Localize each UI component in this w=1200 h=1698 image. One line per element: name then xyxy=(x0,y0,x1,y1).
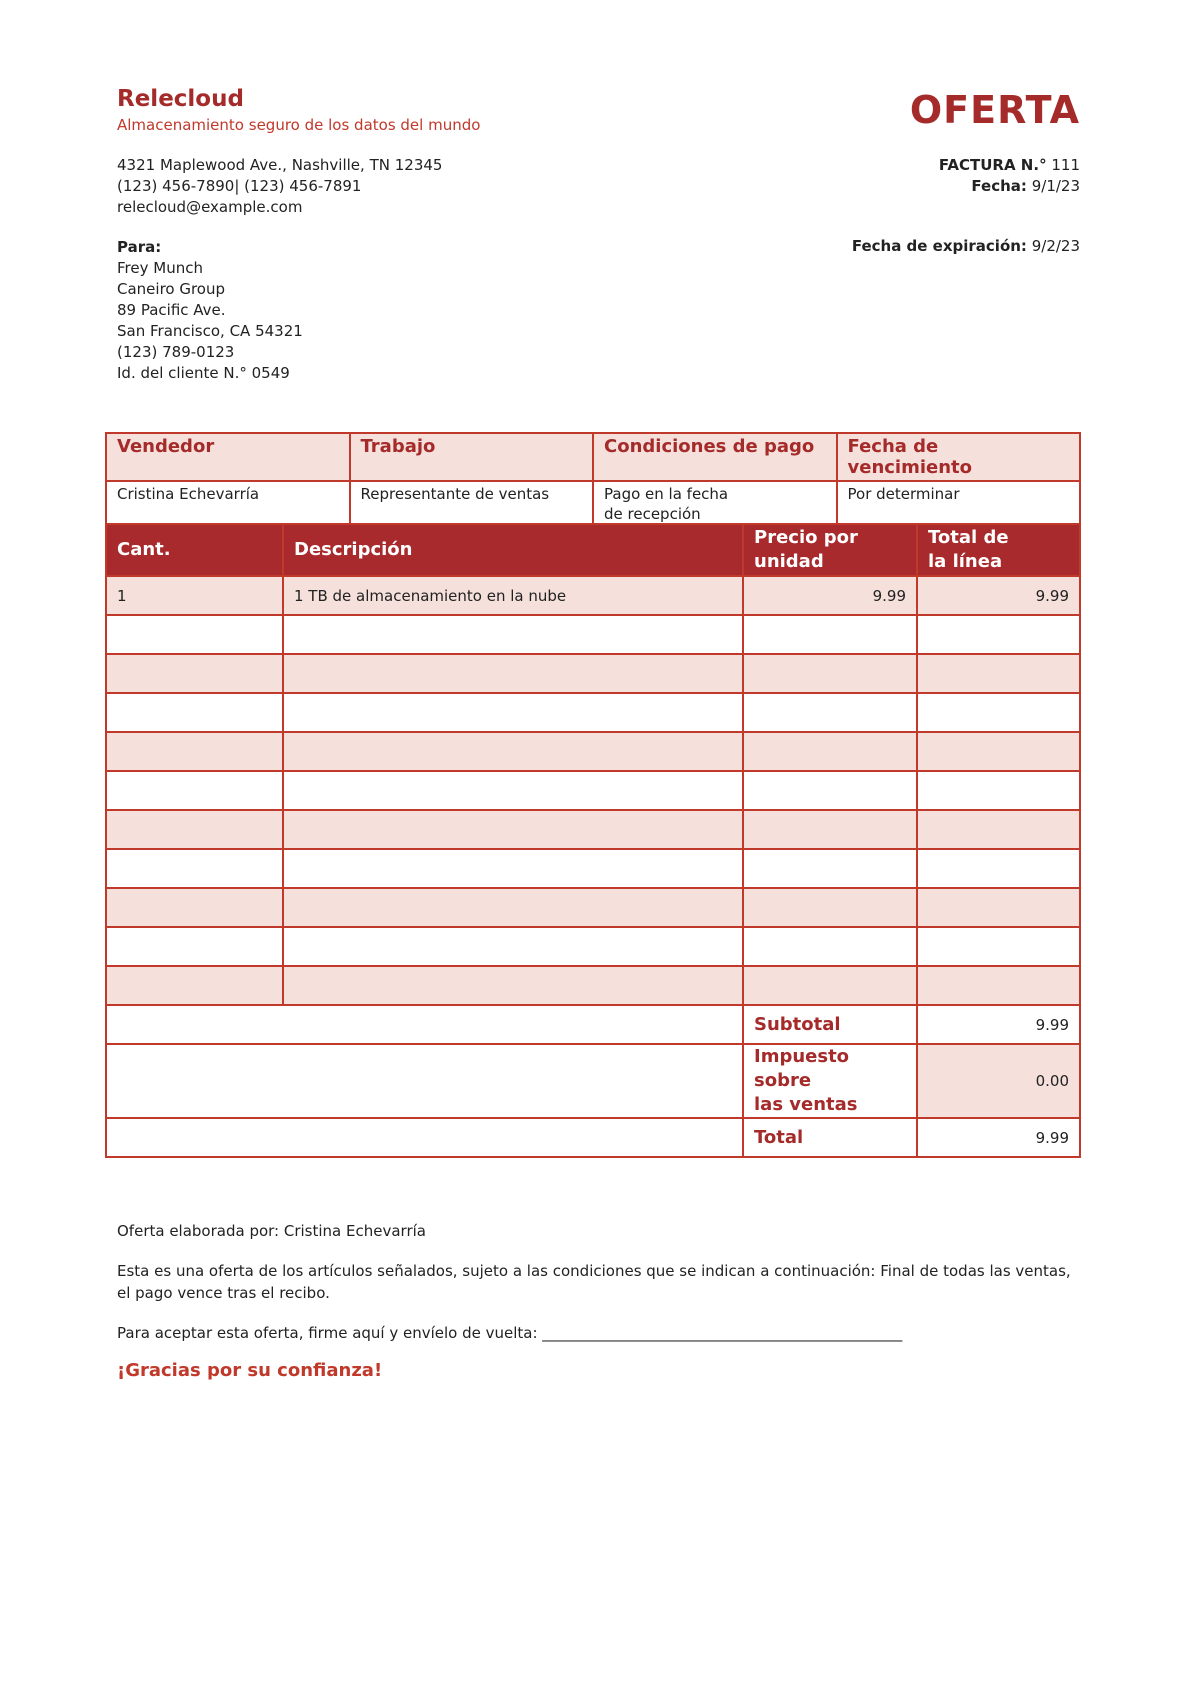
item-description xyxy=(283,966,743,1005)
company-contact xyxy=(117,155,442,218)
item-line-total xyxy=(917,888,1080,927)
item-row xyxy=(106,615,1080,654)
item-row xyxy=(106,576,1080,615)
info-value: Representante de ventas xyxy=(350,481,594,527)
info-header: Fecha de vencimiento xyxy=(837,433,1081,481)
item-row xyxy=(106,732,1080,771)
tax-label: Impuesto sobre las ventas xyxy=(743,1044,917,1118)
recipient-phone: (123) 789-0123 xyxy=(117,343,235,361)
company-phones: (123) 456-7890| (123) 456-7891 xyxy=(117,177,362,195)
item-line-total xyxy=(917,927,1080,966)
tax-value: 0.00 xyxy=(917,1044,1080,1118)
invoice-meta xyxy=(939,155,1080,197)
subtotal-label: Subtotal xyxy=(743,1005,917,1044)
recipient-city: San Francisco, CA 54321 xyxy=(117,322,303,340)
item-unit-price xyxy=(743,693,917,732)
item-unit-price xyxy=(743,927,917,966)
expiration-date: 9/2/23 xyxy=(1031,237,1080,255)
totals-spacer xyxy=(106,1118,743,1157)
items-header-price: Precio por unidad xyxy=(743,524,917,576)
item-qty xyxy=(106,693,283,732)
company-email: relecloud@example.com xyxy=(117,198,303,216)
thanks-message: ¡Gracias por su confianza! xyxy=(117,1360,383,1381)
expiration-label: Fecha de expiración: xyxy=(851,237,1027,255)
recipient-client-id: Id. del cliente N.° 0549 xyxy=(117,364,290,382)
item-unit-price xyxy=(743,771,917,810)
date-label: Fecha: xyxy=(971,177,1027,195)
subtotal-value: 9.99 xyxy=(917,1005,1080,1044)
item-unit-price: 9.99 xyxy=(743,576,917,615)
item-line-total xyxy=(917,732,1080,771)
item-description xyxy=(283,888,743,927)
item-unit-price xyxy=(743,888,917,927)
item-line-total xyxy=(917,693,1080,732)
company-address: 4321 Maplewood Ave., Nashville, TN 12345 xyxy=(117,156,443,174)
notes xyxy=(117,1220,1077,1362)
item-qty xyxy=(106,966,283,1005)
company-name: Relecloud xyxy=(117,86,244,112)
item-row xyxy=(106,693,1080,732)
totals-spacer xyxy=(106,1005,743,1044)
item-qty xyxy=(106,888,283,927)
accept-line[interactable]: Para aceptar esta oferta, firme aquí y envíelo de vuelta: ________________________________________________ xyxy=(117,1324,903,1342)
item-description xyxy=(283,732,743,771)
total-label: Total xyxy=(743,1118,917,1157)
recipient-name: Frey Munch xyxy=(117,259,203,277)
item-qty xyxy=(106,615,283,654)
item-description xyxy=(283,849,743,888)
item-unit-price xyxy=(743,732,917,771)
total-value: 9.99 xyxy=(917,1118,1080,1157)
document-title: OFERTA xyxy=(909,88,1080,132)
item-description xyxy=(283,693,743,732)
item-qty xyxy=(106,771,283,810)
item-unit-price xyxy=(743,966,917,1005)
items-header-desc: Descripción xyxy=(283,524,743,576)
invoice-number: 111 xyxy=(1051,156,1080,174)
recipient-block xyxy=(117,237,303,384)
prepared-by: Oferta elaborada por: Cristina Echevarría xyxy=(117,1222,426,1240)
item-qty xyxy=(106,810,283,849)
item-row xyxy=(106,849,1080,888)
item-description: 1 TB de almacenamiento en la nube xyxy=(283,576,743,615)
item-line-total xyxy=(917,615,1080,654)
item-unit-price xyxy=(743,849,917,888)
item-line-total xyxy=(917,966,1080,1005)
invoice-number-label: FACTURA N.° xyxy=(938,156,1047,174)
item-unit-price xyxy=(743,810,917,849)
info-header: Trabajo xyxy=(350,433,594,481)
invoice-date: 9/1/23 xyxy=(1031,177,1080,195)
item-qty xyxy=(106,849,283,888)
item-row xyxy=(106,654,1080,693)
recipient-street: 89 Pacific Ave. xyxy=(117,301,226,319)
item-description xyxy=(283,615,743,654)
items-header-total: Total de la línea xyxy=(917,524,1080,576)
recipient-company: Caneiro Group xyxy=(117,280,226,298)
items-header-qty: Cant. xyxy=(106,524,283,576)
item-line-total xyxy=(917,810,1080,849)
item-line-total xyxy=(917,654,1080,693)
item-line-total: 9.99 xyxy=(917,576,1080,615)
item-description xyxy=(283,810,743,849)
info-value: Pago en la fecha de recepción xyxy=(593,481,837,527)
info-value: Cristina Echevarría xyxy=(106,481,350,527)
item-row xyxy=(106,810,1080,849)
info-table xyxy=(105,432,1081,528)
item-description xyxy=(283,771,743,810)
item-line-total xyxy=(917,771,1080,810)
info-header: Condiciones de pago xyxy=(593,433,837,481)
items-table xyxy=(105,523,1081,1158)
expiration xyxy=(852,237,1080,255)
info-header: Vendedor xyxy=(106,433,350,481)
item-row xyxy=(106,966,1080,1005)
item-description xyxy=(283,927,743,966)
item-row xyxy=(106,927,1080,966)
totals-spacer xyxy=(106,1044,743,1118)
item-qty: 1 xyxy=(106,576,283,615)
item-row xyxy=(106,771,1080,810)
info-value: Por determinar xyxy=(837,481,1081,527)
item-row xyxy=(106,888,1080,927)
item-unit-price xyxy=(743,654,917,693)
item-qty xyxy=(106,654,283,693)
company-tagline: Almacenamiento seguro de los datos del mundo xyxy=(117,116,481,134)
item-description xyxy=(283,654,743,693)
item-unit-price xyxy=(743,615,917,654)
item-qty xyxy=(106,927,283,966)
terms-text: Esta es una oferta de los artículos señalados, sujeto a las condiciones que se indican a continuación: Final de todas las ventas, el pago vence tras el recibo. xyxy=(117,1262,1071,1302)
recipient-label: Para: xyxy=(117,238,162,256)
item-qty xyxy=(106,732,283,771)
item-line-total xyxy=(917,849,1080,888)
